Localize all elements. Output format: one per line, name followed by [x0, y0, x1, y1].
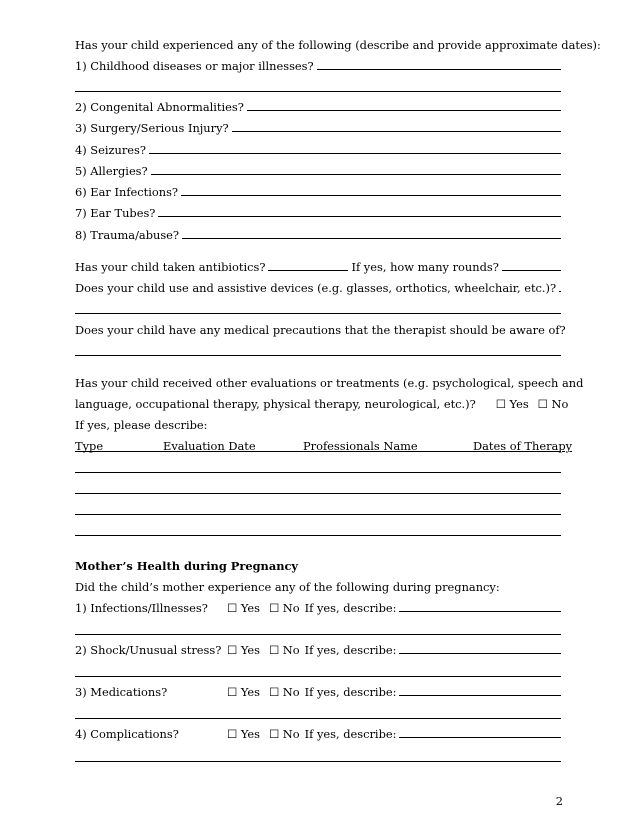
evaluations-table-line-1[interactable] — [75, 472, 561, 473]
pregnancy-answer-2-line2[interactable] — [75, 676, 561, 677]
history-intro — [75, 38, 601, 52]
column-type: Type — [75, 439, 104, 453]
condition-row-5 — [75, 164, 561, 178]
condition-label-2: 2) Congenital Abnormalities? — [75, 100, 244, 114]
evaluations-row-2 — [75, 397, 569, 411]
antibiotics-question: Has your child taken antibiotics? — [75, 260, 266, 274]
pregnancy-heading — [75, 559, 561, 573]
pregnancy-label-4: 4) Complications? — [75, 727, 179, 741]
pregnancy-answer-1[interactable] — [399, 611, 561, 612]
condition-answer-3[interactable] — [232, 131, 561, 132]
pregnancy-answer-4[interactable] — [399, 737, 561, 738]
pregnancy-label-1: 1) Infections/Illnesses? — [75, 601, 208, 615]
condition-row-2 — [75, 100, 561, 114]
condition-row-8 — [75, 228, 561, 242]
precautions-question: Does your child have any medical precautions that the therapist should be aware of? — [75, 323, 566, 337]
condition-row-3 — [75, 121, 561, 135]
evaluations-question-line2: language, occupational therapy, physical therapy, neurological, etc.)? — [75, 397, 476, 411]
condition-answer-7[interactable] — [158, 216, 561, 217]
evaluations-describe-label: If yes, please describe: — [75, 418, 208, 432]
evaluations-yes-checkbox[interactable]: ☐ Yes — [495, 397, 529, 411]
pregnancy-describe-3: If yes, describe: — [304, 685, 397, 699]
evaluations-question-line1: Has your child received other evaluations or treatments (e.g. psychological, speech and — [75, 376, 584, 390]
assistive-answer-line2[interactable] — [75, 313, 561, 314]
condition-label-3: 3) Surgery/Serious Injury? — [75, 121, 229, 135]
pregnancy-label-3: 3) Medications? — [75, 685, 168, 699]
antibiotics-followup: If yes, how many rounds? — [351, 260, 499, 274]
evaluations-table-line-2[interactable] — [75, 493, 561, 494]
pregnancy-label-2: 2) Shock/Unusual stress? — [75, 643, 222, 657]
condition-row-7 — [75, 206, 561, 220]
pregnancy-heading-text: Mother’s Health during Pregnancy — [75, 559, 299, 573]
pregnancy-answer-1-line2[interactable] — [75, 634, 561, 635]
page-number: 2 — [555, 794, 563, 808]
pregnancy-intro — [75, 580, 561, 594]
column-evaluation-date: Evaluation Date — [163, 439, 256, 453]
evaluations-table-line-4[interactable] — [75, 535, 561, 536]
pregnancy-no-3[interactable]: ☐ No — [268, 685, 300, 699]
evaluations-describe-row — [75, 418, 561, 432]
condition-answer-8[interactable] — [182, 238, 561, 239]
assistive-row — [75, 281, 561, 295]
assistive-question: Does your child use and assistive devices (e.g. glasses, orthotics, wheelchair, etc.)? — [75, 281, 557, 295]
condition-label-1: 1) Childhood diseases or major illnesses? — [75, 59, 314, 73]
evaluations-header-underline — [75, 451, 561, 452]
condition-label-8: 8) Trauma/abuse? — [75, 228, 180, 242]
column-professionals-name: Professionals Name — [303, 439, 418, 453]
condition-answer-5[interactable] — [151, 174, 561, 175]
pregnancy-yes-1[interactable]: ☐ Yes — [227, 601, 260, 615]
pregnancy-no-2[interactable]: ☐ No — [268, 643, 300, 657]
pregnancy-item-2 — [75, 643, 561, 657]
column-dates-of-therapy: Dates of Therapy — [473, 439, 573, 453]
antibiotics-answer[interactable] — [268, 270, 348, 271]
pregnancy-describe-1: If yes, describe: — [304, 601, 397, 615]
precautions-row — [75, 323, 566, 337]
pregnancy-yes-4[interactable]: ☐ Yes — [227, 727, 260, 741]
pregnancy-describe-4: If yes, describe: — [304, 727, 397, 741]
antibiotics-row — [75, 260, 561, 274]
condition-label-7: 7) Ear Tubes? — [75, 206, 156, 220]
pregnancy-answer-4-line2[interactable] — [75, 761, 561, 762]
pregnancy-item-3 — [75, 685, 561, 699]
pregnancy-yes-2[interactable]: ☐ Yes — [227, 643, 260, 657]
condition-label-4: 4) Seizures? — [75, 143, 146, 157]
evaluations-table-line-3[interactable] — [75, 514, 561, 515]
pregnancy-answer-2[interactable] — [399, 653, 561, 654]
condition-row-4 — [75, 143, 561, 157]
history-intro-text: Has your child experienced any of the following (describe and provide approximate dates): — [75, 38, 601, 52]
pregnancy-answer-3[interactable] — [399, 695, 561, 696]
pregnancy-item-1 — [75, 601, 561, 615]
pregnancy-intro-text: Did the child’s mother experience any of the following during pregnancy: — [75, 580, 500, 594]
condition-row-6 — [75, 185, 561, 199]
pregnancy-describe-2: If yes, describe: — [304, 643, 397, 657]
evaluations-no-checkbox[interactable]: ☐ No — [537, 397, 569, 411]
condition-label-6: 6) Ear Infections? — [75, 185, 179, 199]
condition-label-5: 5) Allergies? — [75, 164, 148, 178]
condition-answer-1-line2[interactable] — [75, 91, 561, 92]
antibiotics-rounds-answer[interactable] — [502, 270, 561, 271]
pregnancy-yes-3[interactable]: ☐ Yes — [227, 685, 260, 699]
assistive-answer[interactable] — [559, 291, 561, 292]
condition-answer-6[interactable] — [181, 195, 561, 196]
condition-answer-4[interactable] — [149, 153, 561, 154]
evaluations-row-1 — [75, 376, 584, 390]
pregnancy-no-1[interactable]: ☐ No — [268, 601, 300, 615]
pregnancy-answer-3-line2[interactable] — [75, 718, 561, 719]
condition-answer-1[interactable] — [317, 69, 561, 70]
precautions-answer-line2[interactable] — [75, 355, 561, 356]
condition-row-1 — [75, 59, 561, 73]
pregnancy-no-4[interactable]: ☐ No — [268, 727, 300, 741]
condition-answer-2[interactable] — [247, 110, 561, 111]
pregnancy-item-4 — [75, 727, 561, 741]
